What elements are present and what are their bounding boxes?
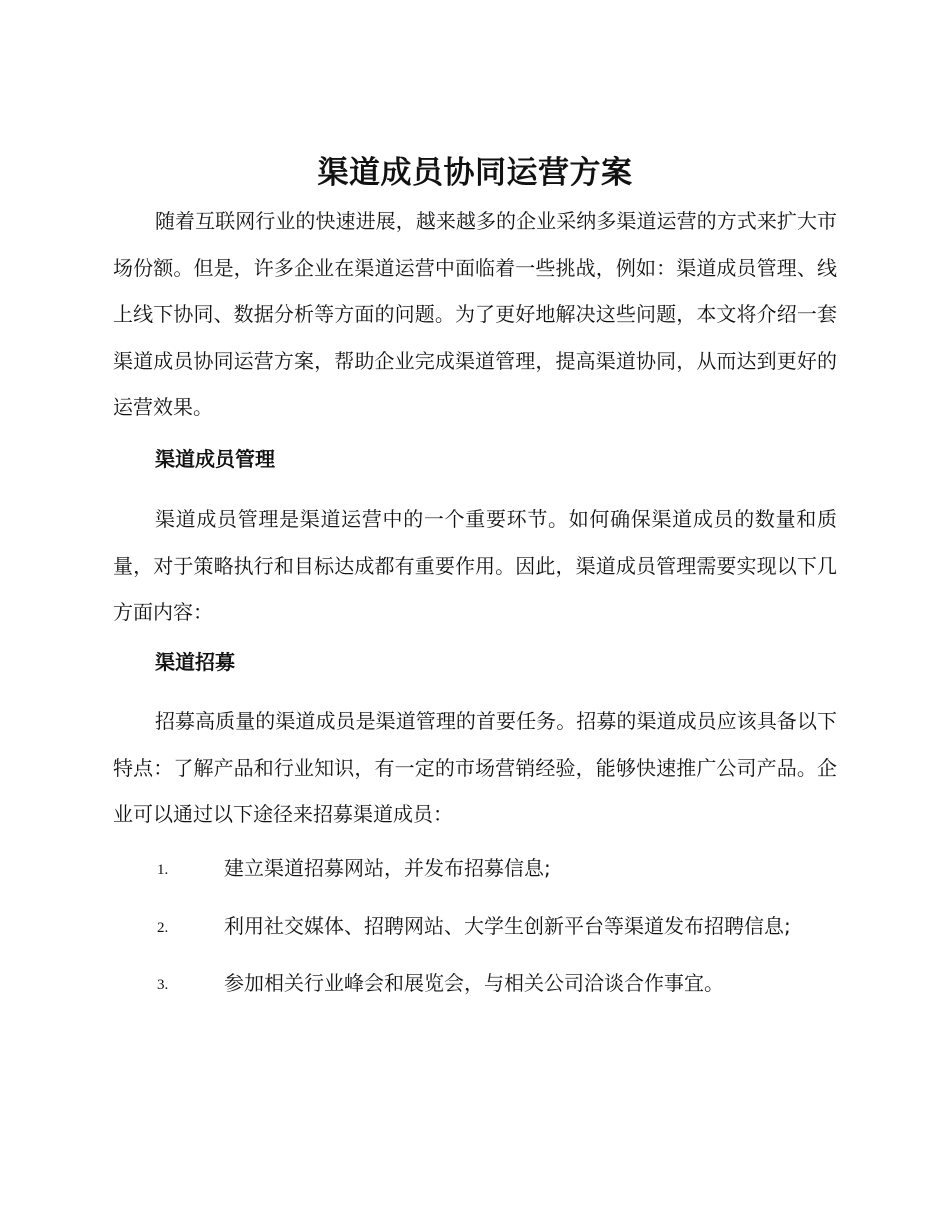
list-item-number: 2.	[157, 919, 169, 936]
list-item-number: 3.	[157, 977, 169, 993]
section-heading-member-management: 渠道成员管理	[155, 447, 275, 471]
document-title: 渠道成员协同运营方案	[317, 155, 633, 191]
section-body-recruitment: 招募高质量的渠道成员是渠道管理的首要任务。招募的渠道成员应该具备以下特点：了解产品和行业知识，有一定的市场营销经验，能够快速推广公司产品。企业可以通过以下途径来招募渠道成员：	[113, 709, 837, 826]
intro-paragraph: 随着互联网行业的快速进展，越来越多的企业采纳多渠道运营的方式来扩大市场份额。但是，许多企业在渠道运营中面临着一些挑战，例如：渠道成员管理、线上线下协同、数据分析等方面的问题。为了更好地解决这些问题，本文将介绍一套渠道成员协同运营方案，帮助企业完成渠道管理，提高渠道协同，从而达到更好的运营效果。	[113, 209, 837, 419]
section-body-member-management: 渠道成员管理是渠道运营中的一个重要环节。如何确保渠道成员的数量和质量，对于策略执行和目标达成都有重要作用。因此，渠道成员管理需要实现以下几方面内容：	[113, 507, 837, 624]
list-item-number: 1.	[157, 862, 169, 878]
list-item	[113, 908, 873, 966]
list-item-text: 参加相关行业峰会和展览会，与相关公司洽谈合作事宜。	[224, 971, 724, 995]
section-heading-recruitment: 渠道招募	[155, 650, 235, 674]
list-item-text: 建立渠道招募网站，并发布招募信息;	[224, 856, 551, 880]
list-item	[113, 965, 873, 1023]
list-item	[113, 850, 873, 908]
list-item-text: 利用社交媒体、招聘网站、大学生创新平台等渠道发布招聘信息;	[224, 913, 791, 938]
recruitment-channel-list	[113, 850, 873, 1023]
